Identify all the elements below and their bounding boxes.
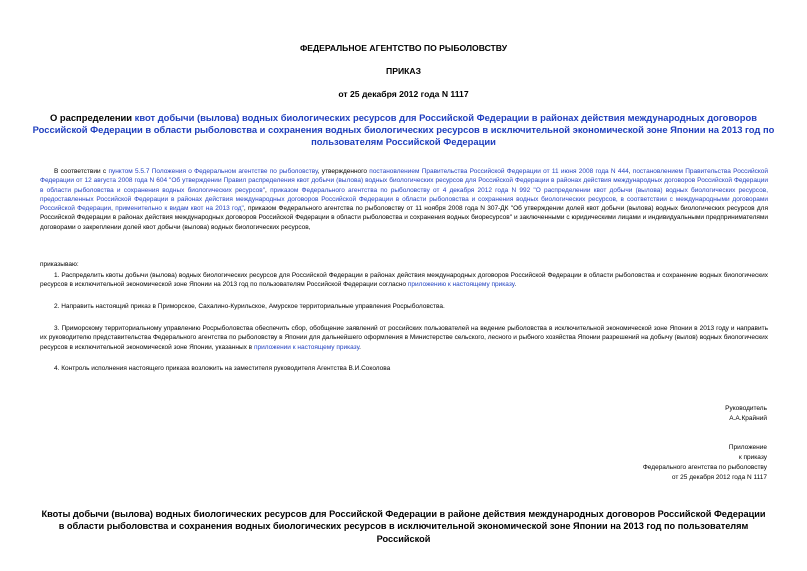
item-1-text: 1. Распределить квоты добычи (вылова) водных биологических ресурсов для Российской Федерации в районах действия международных договоров Российской Федерации в области рыболовства и сохранение водных биологических ресурсов в исключительной экономической зоне Японии на 2013 год по пользователям Российской Федерации согласно [40, 272, 768, 289]
signature-block [725, 404, 767, 424]
appendix-link-2[interactable]: приложении к настоящему приказу [253, 343, 360, 351]
item-3-text: 3. Приморскому территориальному управлению Росрыболовства обеспечить сбор, обобщение заявлений от российских пользователей на ведение рыболовства в исключительной экономической зоне Японии в 2013 году и направить их руководителю представительства Федерального агентства по рыболовству в Японии для дальнейшего оформления в Министерстве сельского, лесного и рыбного хозяйства Японии разрешений на добычу (вылов) водных биологических ресурсов в исключительной экономической зоне Японии, указанных в [40, 325, 768, 351]
preamble-text-4: , [265, 186, 271, 194]
preamble-text-1: В соответствии с [54, 168, 109, 175]
appendix-line-3: Федерального агентства по рыболовству [642, 464, 767, 471]
order-title [30, 112, 777, 148]
preamble-text-3: , [628, 168, 633, 175]
regulation-link[interactable]: пунктом 5.5.7 Положения о Федеральном агентстве по рыболовству [108, 168, 318, 175]
document-type-heading: ПРИКАЗ [386, 66, 421, 76]
preamble-text-2: , утвержденного [317, 168, 370, 175]
preamble-text-5: , приказом Федерального агентства по рыболовству от 11 ноября 2008 года N 307-ДК "Об утверждении долей квот добычи (вылова) водных биологических ресурсов для Российской Федерации в районах действия международных договоров Российской Федерации в области рыболовства и сохранения водных биоресурсов" и заключенными с юридическими лицами и индивидуальными предпринимателями договорами о закреплении долей квот добычи (вылова) водных биологических ресурсов, [40, 205, 768, 231]
title-link[interactable]: квот добычи (вылова) водных биологических ресурсов для Российской Федерации в районах действия международных договоров Российской Федерации в области рыболовства и сохранения водных биологических ресурсов в исключительной экономической зоне Японии на 2013 год по пользователям Российской Федерации [32, 112, 775, 147]
preamble-paragraph [40, 167, 768, 232]
appendix-line-2: к приказу [738, 454, 767, 461]
appendix-link-1[interactable]: приложению к настоящему приказу [407, 281, 515, 289]
item-1-end: . [514, 281, 517, 289]
order-992-link[interactable]: приказом Федерального агентства по рыболовству от 4 декабря 2012 года N 992 "О распределении квот добычи (вылова) водных биологических ресурсов, предоставленных Российской Федерации в районах действия международных договоров Российской Федерации в области рыболовства и сохранения водных биологических ресурсов, в соответствии с международными договорами Российской Федерации, применительно к видам квот на 2013 год" [40, 186, 768, 213]
item-3-end: . [359, 343, 361, 351]
order-date-number: от 25 декабря 2012 года N 1117 [338, 89, 469, 99]
decree-444-link[interactable]: постановлением Правительства Российской Федерации от 11 июня 2008 года N 444 [369, 168, 629, 175]
order-item-3 [40, 324, 768, 352]
title-prefix: О распределении [50, 112, 135, 123]
appendix-line-4: от 25 декабря 2012 года N 1117 [671, 474, 767, 481]
decree-604-link[interactable]: постановлением Правительства Российской Федерации от 12 августа 2008 года N 604 "Об утверждении Правил распределения квот добычи (вылова) водных биологических ресурсов для Российской Федерации в районах действия международных договоров Российской Федерации в области рыболовства и сохранения водных биологических ресурсов" [40, 168, 769, 194]
order-item-4: 4. Контроль исполнения настоящего приказа возложить на заместителя руководителя Агентства В.И.Соколова [54, 365, 391, 372]
appendix-caption [643, 443, 767, 483]
order-item-1 [40, 271, 768, 290]
signer-role: Руководитель [725, 405, 767, 412]
orders-word: приказываю: [40, 261, 79, 268]
appendix-line-1: Приложение [728, 444, 767, 451]
appendix-title: Квоты добычи (вылова) водных биологических ресурсов для Российской Федерации в районе действия международных договоров Российской Федерации в области рыболовства и сохранения водных биологических ресурсов в исключительной экономической зоне Японии на 2013 год по пользователям Российской [41, 509, 766, 544]
agency-heading: ФЕДЕРАЛЬНОЕ АГЕНТСТВО ПО РЫБОЛОВСТВУ [299, 43, 508, 53]
signer-name: А.А.Крайний [729, 415, 767, 422]
order-item-2: 2. Направить настоящий приказ в Приморское, Сахалино-Курильское, Амурское территориальные управления Росрыболовства. [54, 303, 445, 310]
